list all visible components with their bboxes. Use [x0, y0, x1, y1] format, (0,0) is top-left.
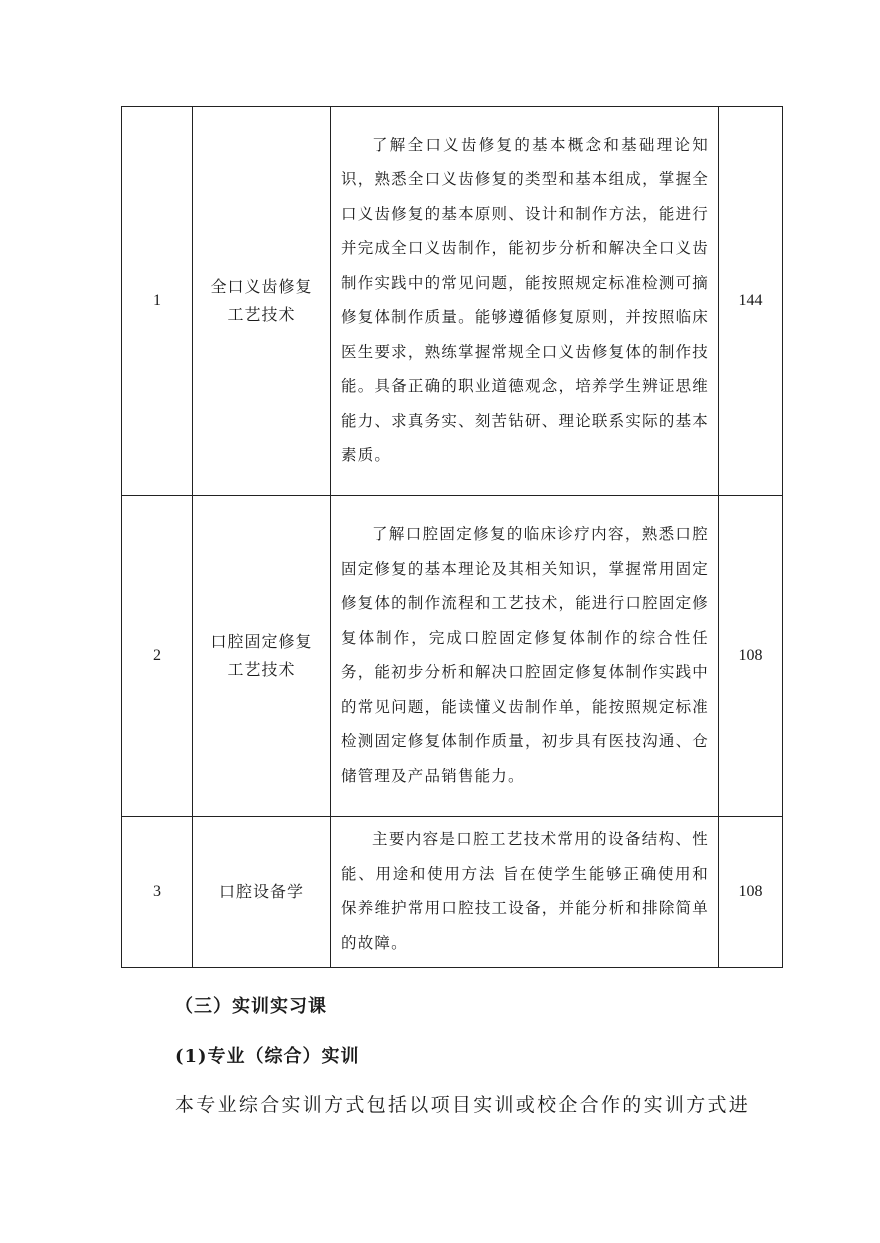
course-name	[193, 107, 331, 496]
body-paragraph: 本专业综合实训方式包括以项目实训或校企合作的实训方式进	[175, 1094, 751, 1116]
course-description: 了解全口义齿修复的基本概念和基础理论知识，熟悉全口义齿修复的类型和基本组成，掌握全口义齿修复的基本原则、设计和制作方法，能进行并完成全口义齿制作，能初步分析和解决全口义齿制作实践中的常见问题，能按照规定标准检测可摘修复体制作质量。能够遵循修复原则，并按照临床医生要求，熟练掌握常规全口义齿修复体的制作技能。具备正确的职业道德观念，培养学生辨证思维能力、求真务实、刻苦钻研、理论联系实际的基本素质。	[331, 107, 719, 496]
course-name-line: 口腔设备学	[218, 882, 304, 901]
course-name-line: 全口义齿修复	[210, 277, 313, 296]
course-number: 1	[122, 107, 193, 496]
sub-heading: (1)专业（综合）实训	[175, 1046, 360, 1067]
course-hours: 108	[719, 817, 783, 968]
course-name	[193, 496, 331, 817]
course-description: 主要内容是口腔工艺技术常用的设备结构、性能、用途和使用方法 旨在使学生能够正确使用和保养维护常用口腔技工设备，并能分析和排除简单的故障。	[331, 817, 719, 968]
course-name	[193, 817, 331, 968]
course-name-line: 工艺技术	[227, 305, 296, 324]
course-hours: 144	[719, 107, 783, 496]
section-heading: （三）实训实习课	[175, 996, 327, 1017]
course-hours: 108	[719, 496, 783, 817]
course-table	[121, 106, 783, 968]
course-number: 3	[122, 817, 193, 968]
course-description: 了解口腔固定修复的临床诊疗内容，熟悉口腔固定修复的基本理论及其相关知识，掌握常用固定修复体的制作流程和工艺技术，能进行口腔固定修复体制作，完成口腔固定修复体制作的综合性任务，能初步分析和解决口腔固定修复体制作实践中的常见问题，能读懂义齿制作单，能按照规定标准检测固定修复体制作质量，初步具有医技沟通、仓储管理及产品销售能力。	[331, 496, 719, 817]
table-row	[122, 817, 783, 968]
course-name-line: 口腔固定修复	[210, 632, 313, 651]
table-row	[122, 107, 783, 496]
course-number: 2	[122, 496, 193, 817]
course-name-line: 工艺技术	[227, 660, 296, 679]
table-row	[122, 496, 783, 817]
